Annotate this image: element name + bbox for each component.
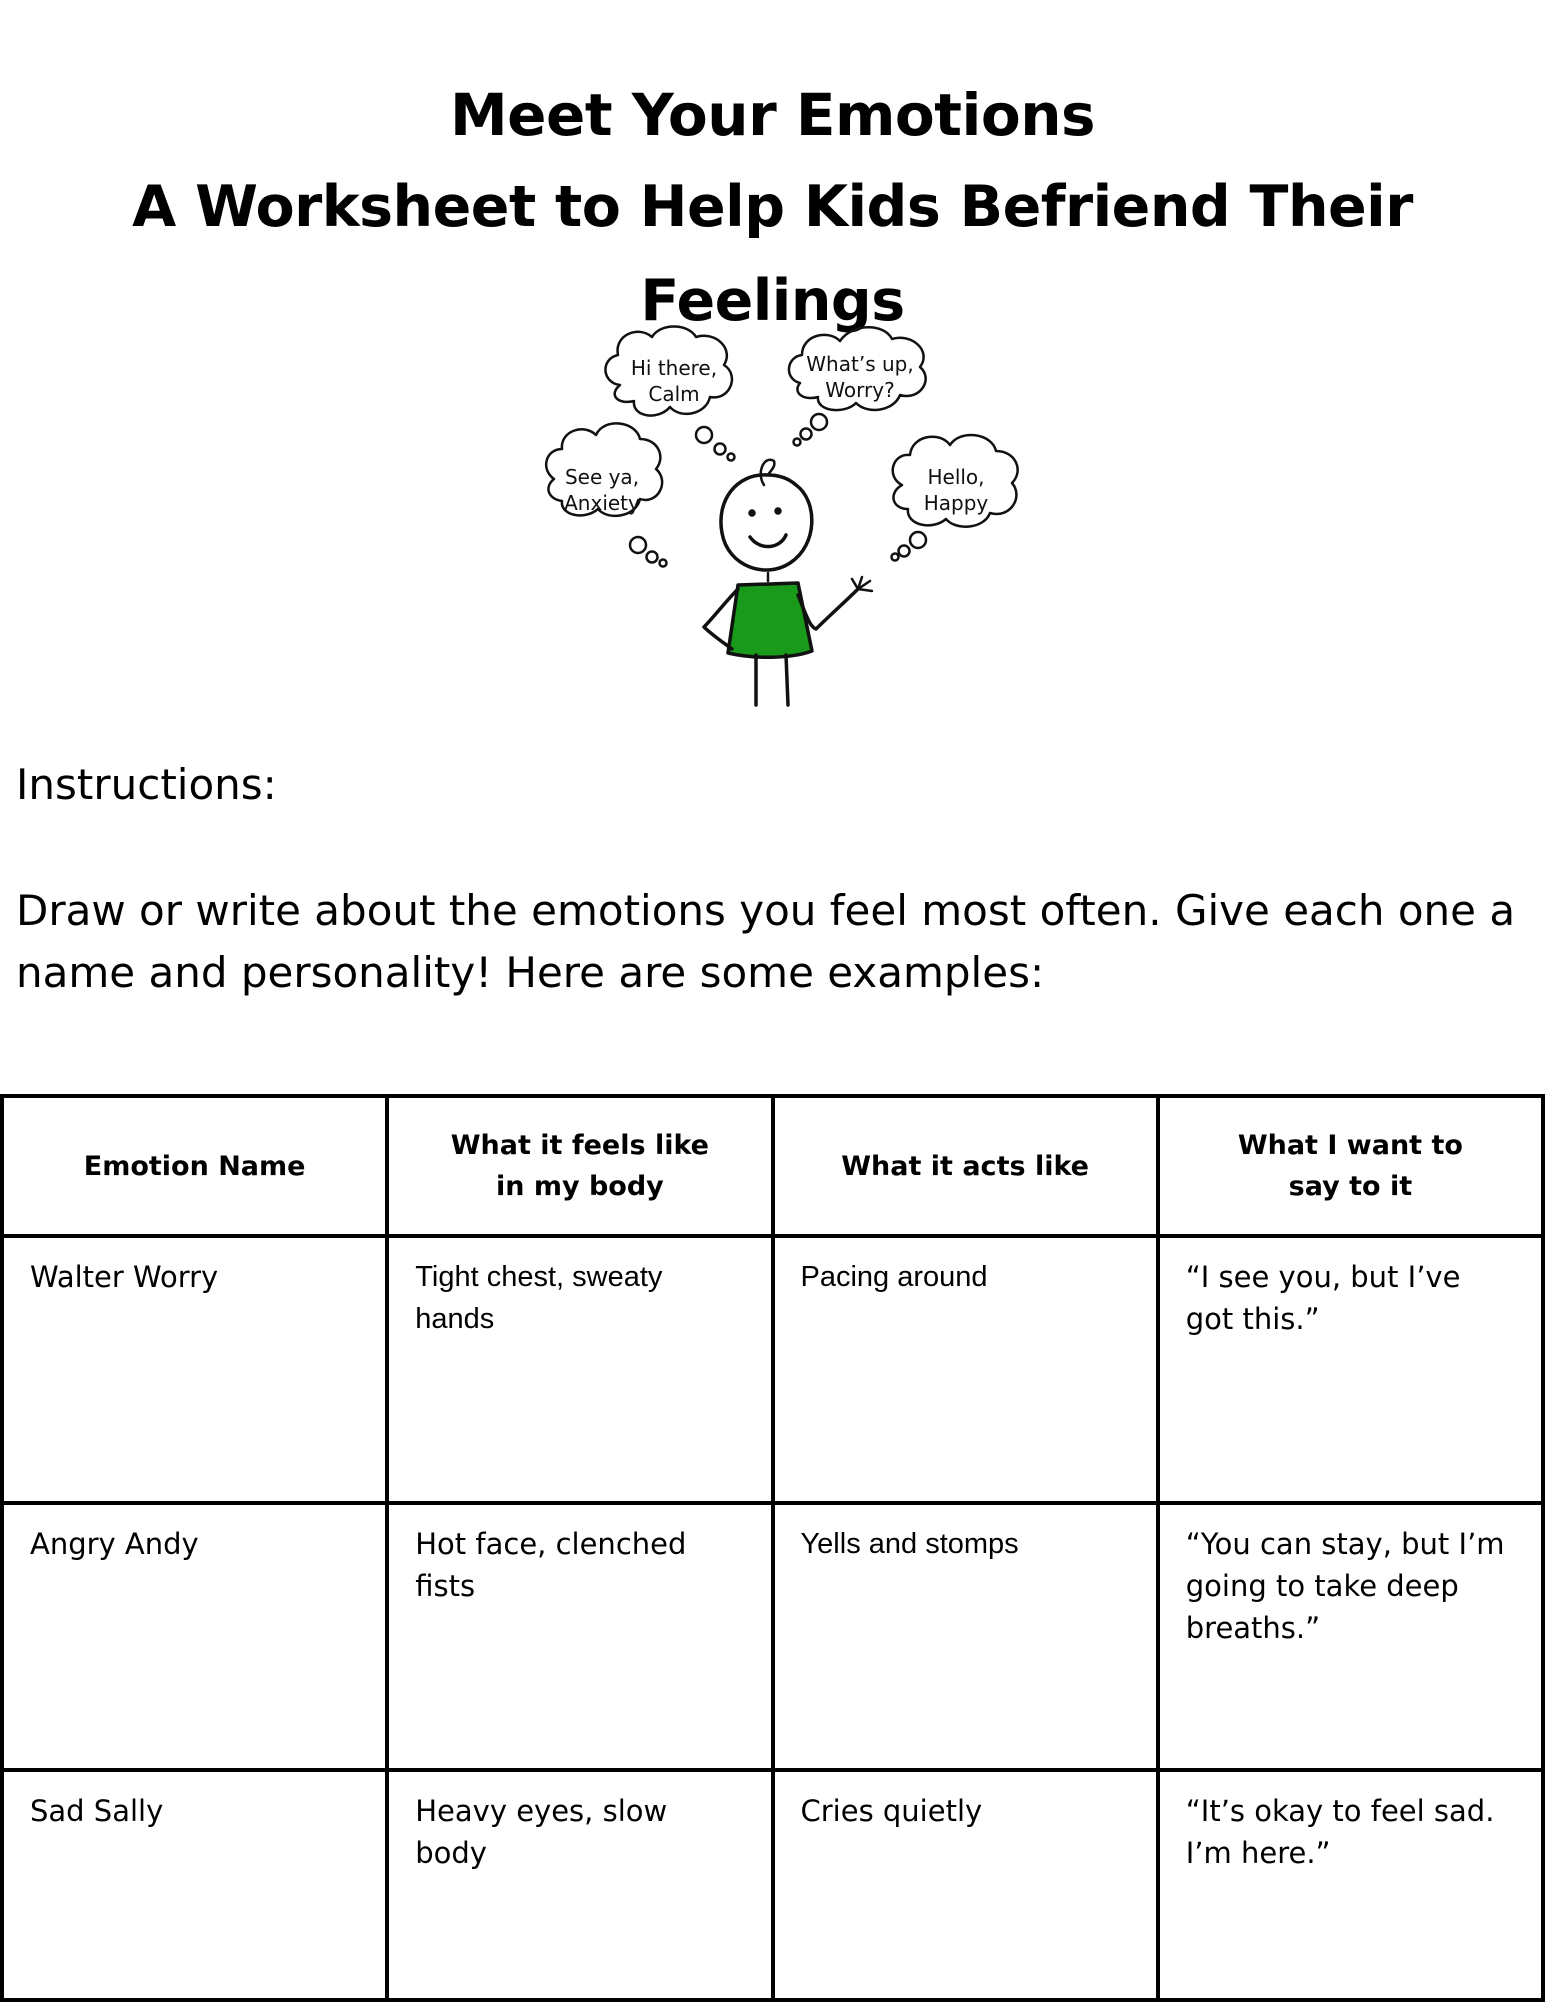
table-cell: “You can stay, but I’m going to take deep breaths.”: [1158, 1503, 1543, 1770]
table-cell: Cries quietly: [773, 1770, 1158, 2000]
column-header-acts-like: What it acts like: [773, 1096, 1158, 1236]
table-cell: “It’s okay to feel sad. I’m here.”: [1158, 1770, 1543, 2000]
emotions-table: [0, 1094, 1545, 2002]
stick-figure: [704, 460, 872, 705]
table-row: [2, 1236, 1543, 1503]
stick-figure-illustration: [540, 305, 1060, 755]
table-cell: Pacing around: [773, 1236, 1158, 1503]
table-cell: Heavy eyes, slow body: [387, 1770, 772, 2000]
table-cell: Walter Worry: [2, 1236, 387, 1503]
table-header-row: [2, 1096, 1543, 1236]
table-cell: Tight chest, sweaty hands: [387, 1236, 772, 1503]
table-row: [2, 1770, 1543, 2000]
column-header-body-feeling: What it feels like in my body: [387, 1096, 772, 1236]
table-cell: Angry Andy: [2, 1503, 387, 1770]
column-header-say-to-it: What I want to say to it: [1158, 1096, 1543, 1236]
table-row: [2, 1503, 1543, 1770]
table-cell: Hot face, clenched fists: [387, 1503, 772, 1770]
table-cell: “I see you, but I’ve got this.”: [1158, 1236, 1543, 1503]
page-subtitle: A Worksheet to Help Kids Befriend Their Feelings: [132, 174, 1413, 334]
column-header-emotion-name: Emotion Name: [2, 1096, 387, 1236]
bubble-anxiety-line1: See ya,: [564, 465, 640, 489]
bubble-calm-line1: Hi there,: [630, 356, 718, 380]
table-cell: Sad Sally: [2, 1770, 387, 2000]
table-cell: Yells and stomps: [773, 1503, 1158, 1770]
bubble-worry-line2: Worry?: [825, 378, 895, 402]
bubble-calm-line2: Calm: [648, 382, 700, 406]
page-title: Meet Your Emotions: [449, 81, 1096, 149]
bubble-worry-line1: What’s up,: [806, 352, 914, 376]
bubble-happy-line1: Hello,: [927, 465, 985, 489]
instructions-body: Draw or write about the emotions you feel most often. Give each one a name and personality! Here are some examples:: [16, 886, 1516, 997]
bubble-anxiety-line2: Anxiety: [564, 491, 640, 515]
bubble-happy-line2: Happy: [923, 491, 989, 515]
instructions-heading: Instructions:: [16, 760, 277, 809]
